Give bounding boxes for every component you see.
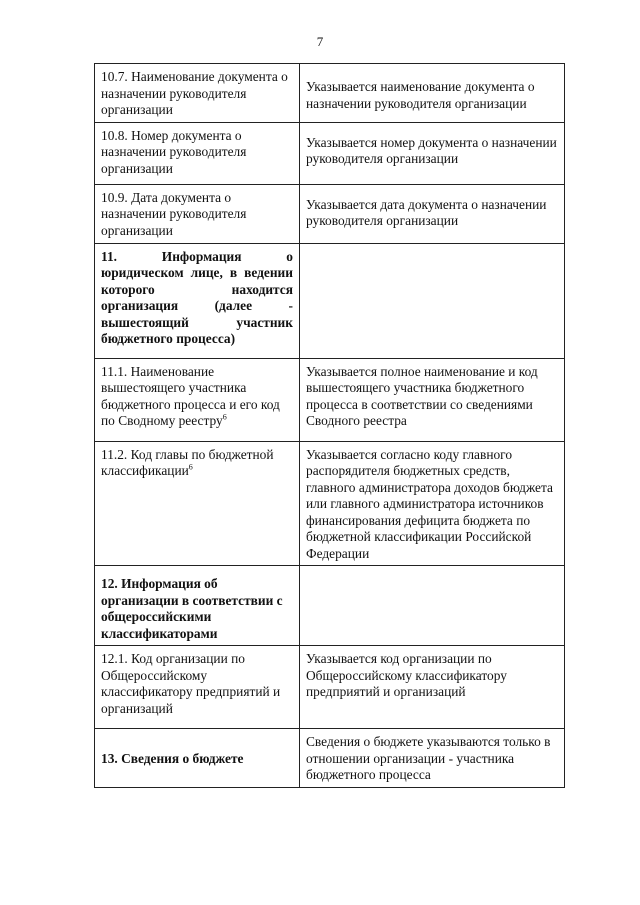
row-description: Указывается номер документа о назначении руководителя организации [300, 122, 565, 184]
row-description: Указывается наименование документа о назначении руководителя организации [300, 64, 565, 123]
table-row [95, 646, 565, 729]
table-row [95, 358, 565, 441]
row-description: Указывается полное наименование и код вышестоящего участника бюджетного процесса в соответствии со сведениями Сводного реестра [300, 358, 565, 441]
table-row [95, 64, 565, 123]
table-row [95, 184, 565, 243]
row-description: Указывается дата документа о назначении руководителя организации [300, 184, 565, 243]
section-heading-13: 13. Сведения о бюджете [95, 729, 300, 788]
section-heading-11: 11. Информация о юридическом лице, в ведении которого находится организация (далее - вышестоящий участник бюджетного процесса) [95, 243, 300, 358]
table-row [95, 122, 565, 184]
row-label: 12.1. Код организации по Общероссийскому классификатору предприятий и организаций [95, 646, 300, 729]
row-description: Указывается код организации по Общероссийскому классификатору предприятий и организаций [300, 646, 565, 729]
row-description: Указывается согласно коду главного распорядителя бюджетных средств, главного администратора доходов бюджета или главного администратора источников финансирования дефицита бюджета по бюджетной классификации Российской Федерации [300, 441, 565, 566]
page-number: 7 [316, 34, 324, 49]
footnote-marker: 6 [188, 462, 193, 472]
row-label: 10.9. Дата документа о назначении руководителя организации [95, 184, 300, 243]
table-row [95, 441, 565, 566]
table-row [95, 729, 565, 788]
row-label: 11.2. Код главы по бюджетной классификации$^6$ [95, 441, 300, 566]
row-label: 10.8. Номер документа о назначении руководителя организации [95, 122, 300, 184]
section-heading-12: 12. Информация об организации в соответствии с общероссийскими классификаторами [95, 566, 300, 646]
row-description [300, 566, 565, 646]
row-label: 10.7. Наименование документа о назначении руководителя организации [95, 64, 300, 123]
row-description [300, 243, 565, 358]
row-label: 11.1. Наименование вышестоящего участника бюджетного процесса и его код по Сводному реестру$^6$ [95, 358, 300, 441]
table-row [95, 243, 565, 358]
row-description: Сведения о бюджете указываются только в отношении организации - участника бюджетного процесса [300, 729, 565, 788]
requirements-table [94, 63, 565, 788]
table-row [95, 566, 565, 646]
footnote-marker: 6 [222, 412, 227, 422]
